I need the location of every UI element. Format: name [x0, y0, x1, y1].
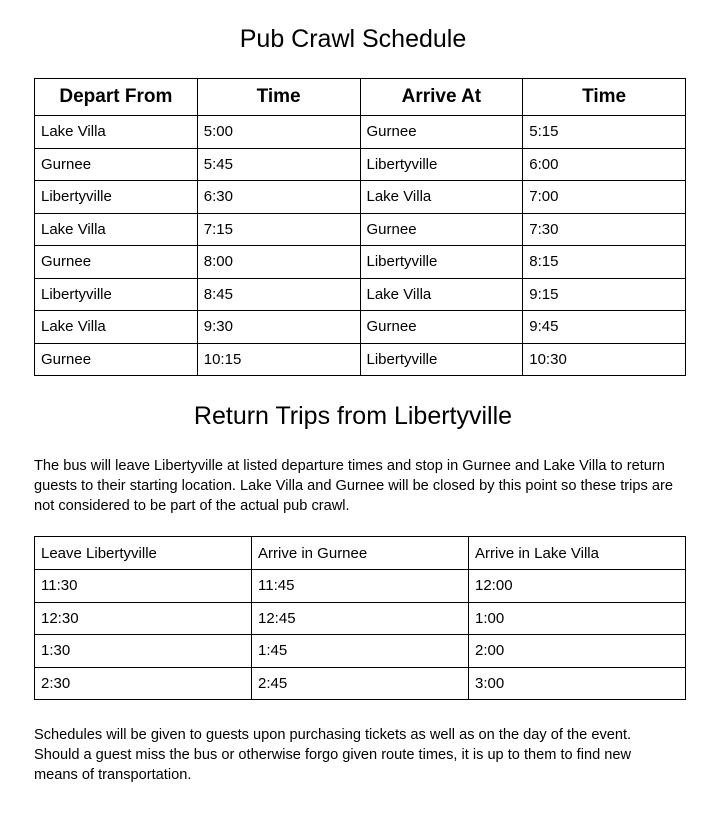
- return-trips-table: [34, 536, 686, 700]
- cell-arrive-at: Gurnee: [360, 213, 523, 246]
- cell-depart-from: Lake Villa: [35, 213, 198, 246]
- cell-arrive-time: 6:00: [523, 148, 686, 181]
- cell-depart-from: Gurnee: [35, 148, 198, 181]
- cell-arrive-gurnee: 2:45: [252, 667, 469, 700]
- table-header-row: [35, 79, 686, 116]
- return-trips-heading: Return Trips from Libertyville: [193, 402, 513, 430]
- header-arrive-time: Time: [523, 79, 686, 116]
- cell-arrive-lake-villa: 2:00: [469, 635, 686, 668]
- cell-depart-time: 7:15: [197, 213, 360, 246]
- cell-arrive-time: 8:15: [523, 246, 686, 279]
- header-arrive-lake-villa: Arrive in Lake Villa: [469, 537, 686, 570]
- header-arrive-gurnee: Arrive in Gurnee: [252, 537, 469, 570]
- page-title: Pub Crawl Schedule: [239, 25, 467, 53]
- cell-depart-from: Lake Villa: [35, 311, 198, 344]
- table-row: [35, 343, 686, 376]
- table-row: [35, 116, 686, 149]
- cell-arrive-time: 5:15: [523, 116, 686, 149]
- cell-arrive-time: 9:15: [523, 278, 686, 311]
- table-row: [35, 278, 686, 311]
- crawl-schedule-table: [34, 78, 686, 376]
- cell-depart-time: 8:00: [197, 246, 360, 279]
- cell-arrive-at: Lake Villa: [360, 278, 523, 311]
- cell-leave-libertyville: 12:30: [35, 602, 252, 635]
- table-row: [35, 181, 686, 214]
- cell-leave-libertyville: 1:30: [35, 635, 252, 668]
- cell-depart-time: 9:30: [197, 311, 360, 344]
- cell-depart-time: 6:30: [197, 181, 360, 214]
- cell-depart-from: Gurnee: [35, 343, 198, 376]
- cell-arrive-lake-villa: 3:00: [469, 667, 686, 700]
- header-leave-libertyville: Leave Libertyville: [35, 537, 252, 570]
- table-row: [35, 213, 686, 246]
- cell-arrive-at: Libertyville: [360, 246, 523, 279]
- return-trips-description: The bus will leave Libertyville at listed departure times and stop in Gurnee and Lake Villa to return guests to their starting location. Lake Villa and Gurnee will be closed by this point so these trips are not considered to be part of the actual pub crawl.: [34, 458, 673, 514]
- cell-depart-time: 8:45: [197, 278, 360, 311]
- table-row: [35, 148, 686, 181]
- table-row: [35, 602, 686, 635]
- cell-arrive-gurnee: 11:45: [252, 570, 469, 603]
- cell-arrive-at: Gurnee: [360, 116, 523, 149]
- footer-note: Schedules will be given to guests upon purchasing tickets as well as on the day of the event. Should a guest miss the bus or otherwise forgo given route times, it is up to them to find new means of transportation.: [34, 727, 632, 783]
- cell-arrive-time: 7:00: [523, 181, 686, 214]
- cell-depart-from: Gurnee: [35, 246, 198, 279]
- table-row: [35, 667, 686, 700]
- cell-leave-libertyville: 2:30: [35, 667, 252, 700]
- cell-leave-libertyville: 11:30: [35, 570, 252, 603]
- header-depart-time: Time: [197, 79, 360, 116]
- table-row: [35, 570, 686, 603]
- cell-arrive-time: 10:30: [523, 343, 686, 376]
- table-row: [35, 311, 686, 344]
- cell-arrive-at: Libertyville: [360, 148, 523, 181]
- cell-depart-time: 10:15: [197, 343, 360, 376]
- table-row: [35, 246, 686, 279]
- cell-arrive-at: Gurnee: [360, 311, 523, 344]
- cell-arrive-at: Libertyville: [360, 343, 523, 376]
- cell-depart-time: 5:45: [197, 148, 360, 181]
- cell-arrive-time: 9:45: [523, 311, 686, 344]
- cell-arrive-time: 7:30: [523, 213, 686, 246]
- cell-depart-time: 5:00: [197, 116, 360, 149]
- cell-arrive-lake-villa: 1:00: [469, 602, 686, 635]
- header-depart-from: Depart From: [35, 79, 198, 116]
- header-arrive-at: Arrive At: [360, 79, 523, 116]
- cell-depart-from: Lake Villa: [35, 116, 198, 149]
- cell-depart-from: Libertyville: [35, 278, 198, 311]
- cell-arrive-gurnee: 12:45: [252, 602, 469, 635]
- cell-arrive-lake-villa: 12:00: [469, 570, 686, 603]
- table-header-row: [35, 537, 686, 570]
- table-row: [35, 635, 686, 668]
- cell-arrive-at: Lake Villa: [360, 181, 523, 214]
- cell-depart-from: Libertyville: [35, 181, 198, 214]
- cell-arrive-gurnee: 1:45: [252, 635, 469, 668]
